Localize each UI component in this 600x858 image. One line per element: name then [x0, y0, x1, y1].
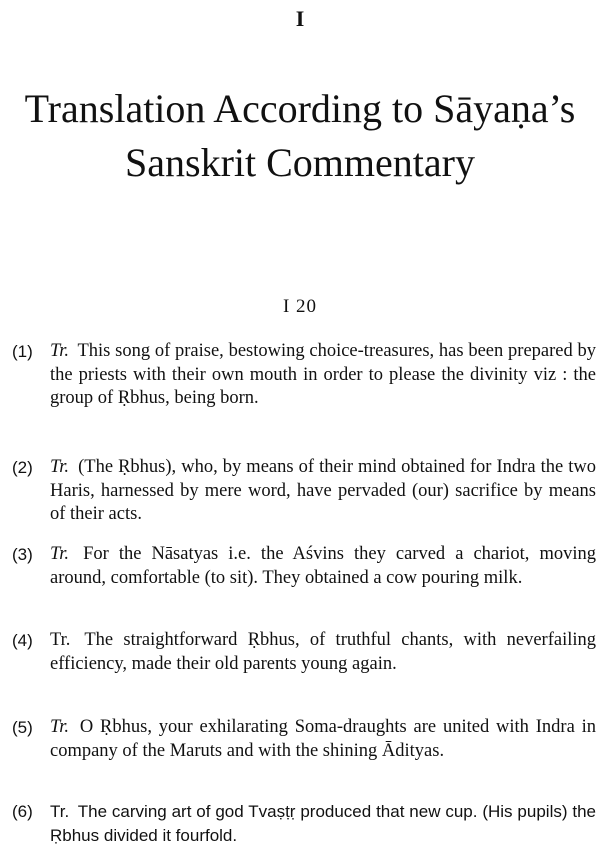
- verse-1: [12, 340, 596, 411]
- tr-label: Tr.: [50, 544, 70, 564]
- verse-text: (The Ṛbhus), who, by means of their mind obtained for Indra the two Haris, harnessed by mere word, have pervaded (our) sacrifice by means of their acts.: [50, 457, 597, 524]
- verse-text: O Ṛbhus, your exhilarating Soma-draughts are united with Indra in company of the Maruts and with the shining Ādityas.: [50, 717, 597, 761]
- verse-number: (2): [12, 458, 33, 477]
- title-line-2: Sanskrit Commentary: [125, 140, 475, 185]
- tr-label: Tr.: [50, 457, 70, 477]
- tr-label: Tr.: [50, 802, 70, 821]
- verse-number: (1): [12, 342, 33, 361]
- verse-body: [50, 340, 596, 411]
- verse-text: For the Nāsatyas i.e. the Aśvins they carved a chariot, moving around, comfortable (to sit). They obtained a cow pouring milk.: [50, 544, 597, 588]
- verse-text: The carving art of god Tvaṣṭṛ produced that new cup. (His pupils) the Ṛbhus divided it fourfold.: [50, 802, 596, 845]
- tr-label: Tr.: [50, 717, 70, 737]
- verse-body: [50, 543, 596, 590]
- section-reference: I 20: [282, 296, 318, 317]
- verse-6: [12, 800, 596, 847]
- page-title: [0, 82, 600, 190]
- verse-4: [12, 629, 596, 676]
- chapter-number: I: [295, 6, 305, 31]
- verse-body: [50, 456, 596, 527]
- verse-text: This song of praise, bestowing choice-treasures, has been prepared by the priests with their own mouth in order to please the divinity viz : the group of Ṛbhus, being born.: [50, 341, 596, 408]
- verse-body: [50, 800, 596, 847]
- verse-body: [50, 716, 596, 763]
- verse-5: [12, 716, 596, 763]
- verse-3: [12, 543, 596, 590]
- verse-2: [12, 456, 596, 527]
- tr-label: Tr.: [50, 630, 71, 650]
- verse-body: [50, 629, 596, 676]
- verse-number: (3): [12, 545, 33, 564]
- tr-label: Tr.: [50, 341, 70, 361]
- verse-number: (6): [12, 802, 33, 821]
- verse-number: (5): [12, 718, 33, 737]
- title-line-1: Translation According to Sāyaṇa’s: [24, 86, 576, 131]
- verse-number: (4): [12, 631, 33, 650]
- verse-text: The straightforward Ṛbhus, of truthful chants, with neverfailing efficiency, made their old parents young again.: [50, 630, 596, 674]
